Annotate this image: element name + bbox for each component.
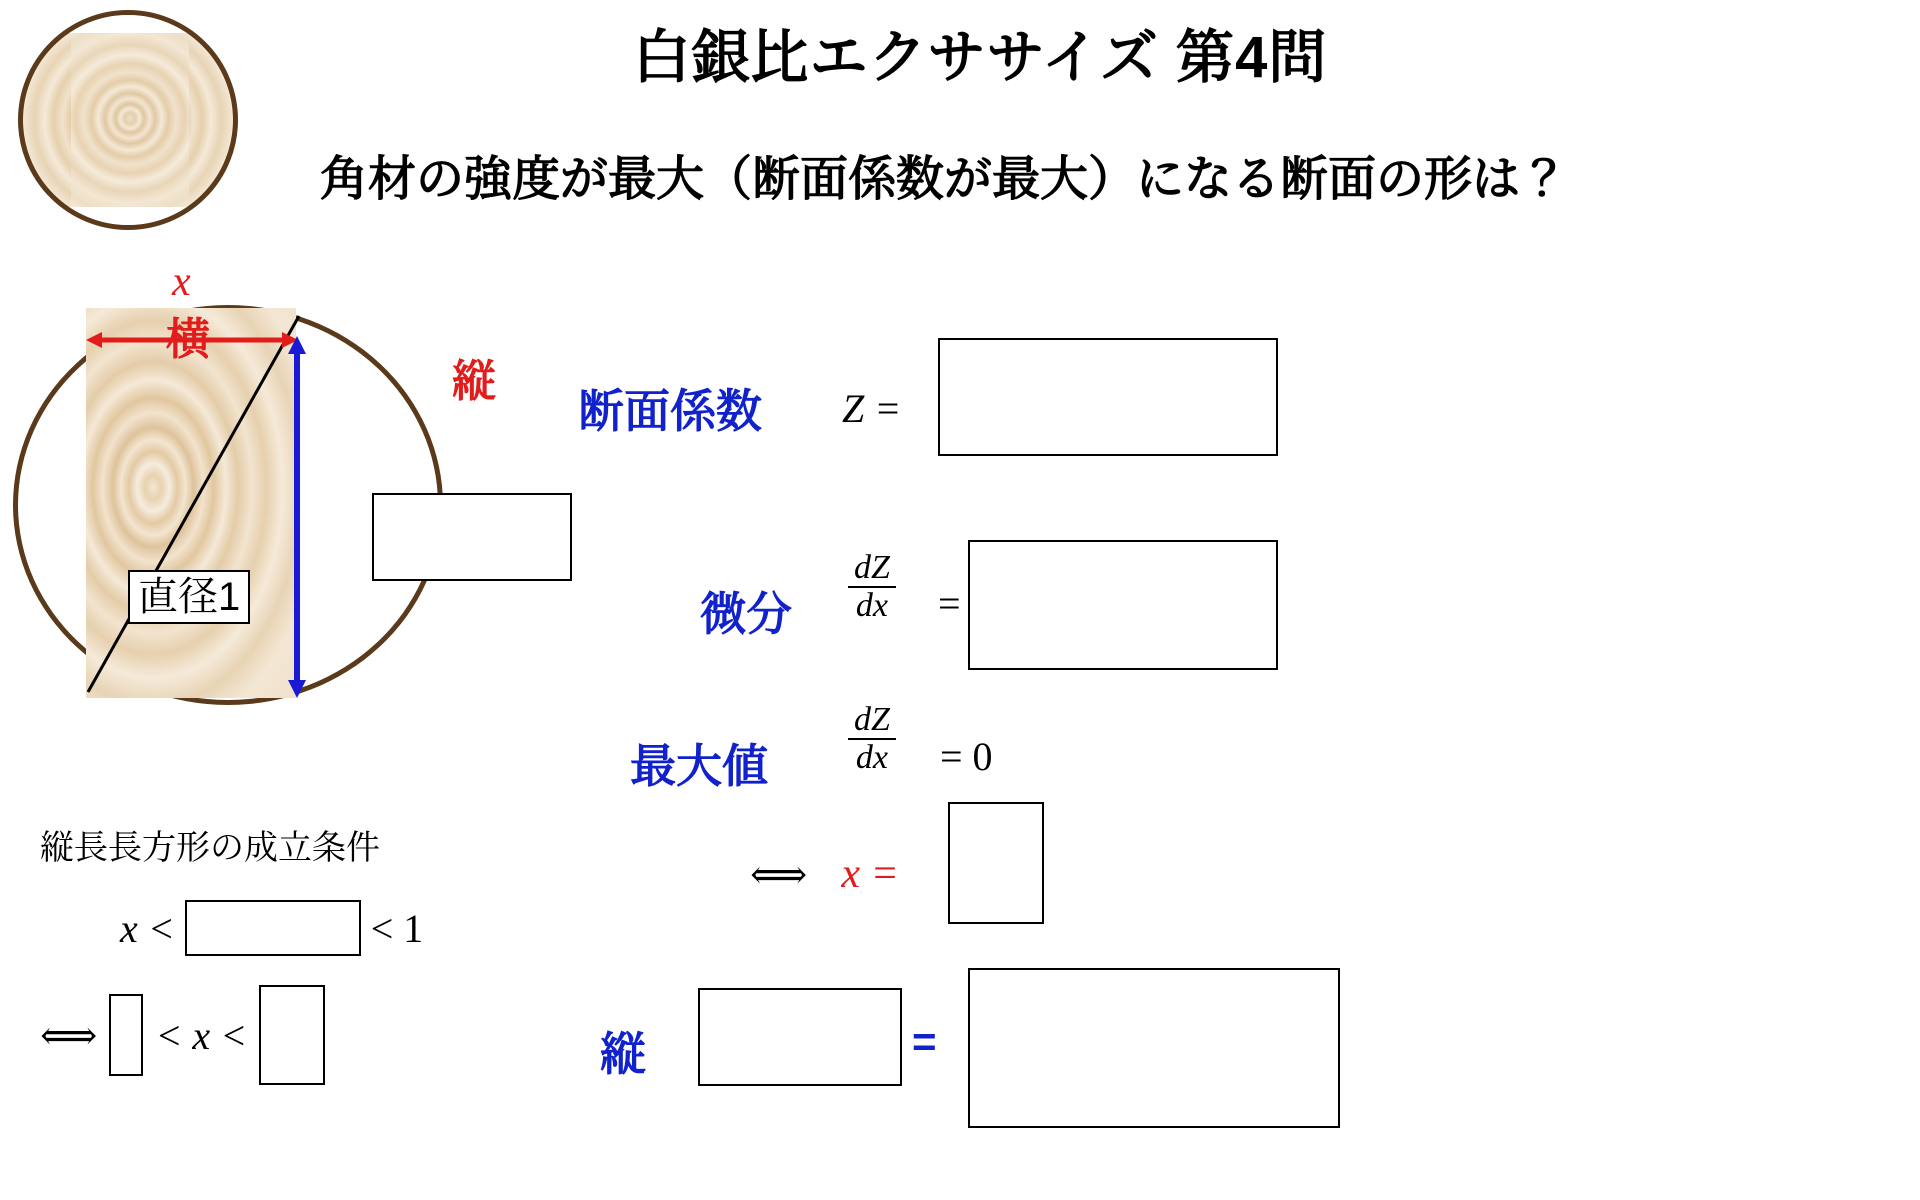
derivative-equals-sign: = bbox=[938, 581, 961, 626]
label-maximum: 最大値 bbox=[630, 740, 768, 792]
section-modulus-answer-box[interactable] bbox=[938, 338, 1278, 456]
timber-rect-thumbnail bbox=[71, 33, 189, 211]
label-section-modulus: 断面係数 bbox=[578, 385, 762, 437]
condition-line-2 bbox=[40, 985, 325, 1085]
condition-lower-bound-box[interactable] bbox=[109, 994, 143, 1076]
condition-title: 縦長長方形の成立条件 bbox=[40, 829, 380, 867]
x-equals-text: x = bbox=[841, 851, 899, 897]
height-equals-sign: = bbox=[912, 1018, 937, 1065]
label-height-result: 縦 bbox=[600, 1028, 646, 1080]
maximum-fraction bbox=[848, 702, 896, 776]
condition-line1-box[interactable] bbox=[185, 900, 361, 956]
thumbnail-mask-bottom bbox=[23, 207, 233, 227]
derivative-denominator: dx bbox=[848, 586, 896, 624]
label-height: 縦 bbox=[452, 357, 496, 406]
maximum-denominator: dx bbox=[848, 738, 896, 776]
x-answer-box[interactable] bbox=[948, 802, 1044, 924]
maximum-equals-zero: = 0 bbox=[940, 734, 993, 779]
final-answer-box[interactable] bbox=[968, 968, 1340, 1128]
thumbnail-mask-top bbox=[23, 13, 233, 33]
label-x: x bbox=[172, 259, 191, 305]
diagonal-line bbox=[86, 314, 301, 694]
x-solution-row bbox=[750, 850, 899, 898]
label-derivative: 微分 bbox=[700, 588, 792, 640]
page-title: 白銀比エクササイズ 第4問 bbox=[632, 25, 1328, 90]
maximum-numerator: dZ bbox=[854, 701, 890, 738]
condition-line2-middle: < x < bbox=[155, 1012, 248, 1058]
iff-symbol-left: ⟺ bbox=[40, 1012, 98, 1058]
height-answer-box[interactable] bbox=[372, 493, 572, 581]
log-cross-section-thumbnail bbox=[18, 10, 238, 230]
condition-line-1 bbox=[120, 900, 423, 956]
z-equals-text: Z = bbox=[842, 386, 902, 431]
label-width: 横 bbox=[166, 315, 210, 364]
page-subtitle: 角材の強度が最大（断面係数が最大）になる断面の形は？ bbox=[320, 153, 1569, 206]
condition-upper-bound-box[interactable] bbox=[259, 985, 325, 1085]
iff-symbol-right: ⟺ bbox=[750, 851, 808, 897]
derivative-fraction bbox=[848, 550, 896, 624]
height-dimension-arrow bbox=[286, 336, 308, 698]
height-expression-box[interactable] bbox=[698, 988, 902, 1086]
condition-line1-right: < 1 bbox=[370, 905, 424, 951]
derivative-answer-box[interactable] bbox=[968, 540, 1278, 670]
derivative-numerator: dZ bbox=[854, 549, 890, 586]
condition-line1-left: x < bbox=[120, 905, 175, 951]
label-diameter: 直径1 bbox=[128, 570, 250, 624]
